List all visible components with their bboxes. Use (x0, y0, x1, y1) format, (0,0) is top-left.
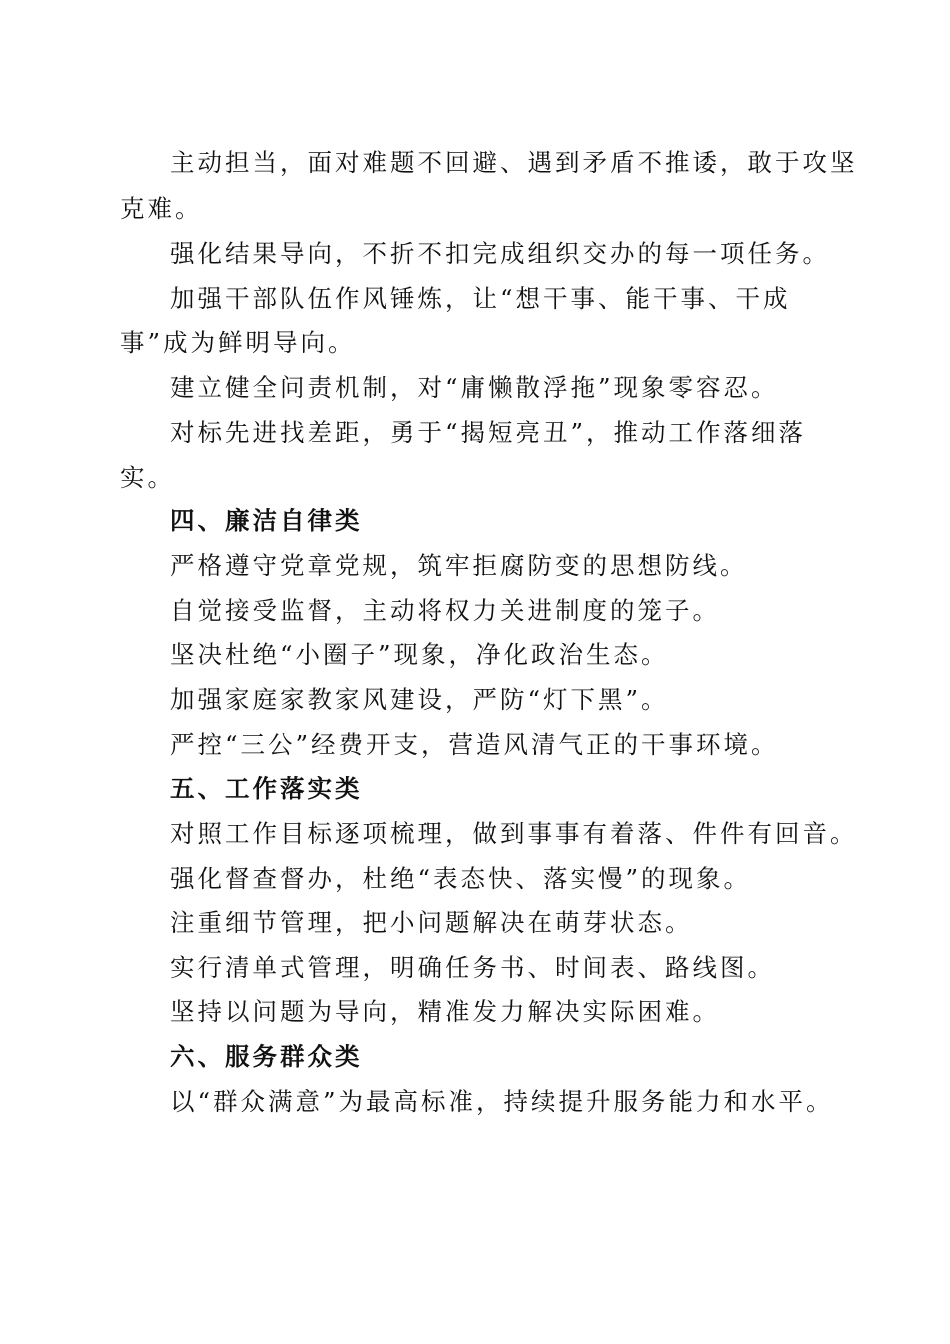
list-item: 自觉接受监督，主动将权力关进制度的笼子。 (170, 596, 720, 625)
list-item: 坚决杜绝“小圈子”现象，净化政治生态。 (170, 640, 669, 669)
section-heading: 五、工作落实类 (170, 774, 363, 803)
paragraph-line: 主动担当，面对难题不回避、遇到矛盾不推诿，敢于攻坚 (170, 148, 858, 177)
paragraph-line: 强化结果导向，不折不扣完成组织交办的每一项任务。 (170, 239, 830, 268)
paragraph-line: 事”成为鲜明导向。 (120, 328, 356, 357)
list-item: 加强家庭家教家风建设，严防“灯下黑”。 (170, 685, 669, 714)
section-heading: 四、廉洁自律类 (170, 506, 363, 535)
list-item: 强化督查督办，杜绝“表态快、落实慢”的现象。 (170, 864, 752, 893)
list-item: 坚持以问题为导向，精准发力解决实际困难。 (170, 997, 720, 1026)
list-item: 以“群众满意”为最高标准，持续提升服务能力和水平。 (170, 1087, 834, 1116)
paragraph-line: 加强干部队伍作风锤炼，让“想干事、能干事、干成 (170, 284, 791, 313)
list-item: 严格遵守党章党规，筑牢拒腐防变的思想防线。 (170, 551, 748, 580)
paragraph-line: 建立健全问责机制，对“庸懒散浮拖”现象零容忍。 (170, 373, 779, 402)
section-heading: 六、服务群众类 (170, 1042, 363, 1071)
list-item: 对照工作目标逐项梳理，做到事事有着落、件件有回音。 (170, 819, 858, 848)
paragraph-line: 对标先进找差距，勇于“揭短亮丑”，推动工作落细落 (170, 418, 807, 447)
paragraph-line: 实。 (120, 463, 175, 492)
paragraph-line: 克难。 (120, 194, 203, 223)
list-item: 注重细节管理，把小问题解决在萌芽状态。 (170, 908, 693, 937)
list-item: 严控“三公”经费开支，营造风清气正的干事环境。 (170, 730, 779, 759)
list-item: 实行清单式管理，明确任务书、时间表、路线图。 (170, 953, 775, 982)
